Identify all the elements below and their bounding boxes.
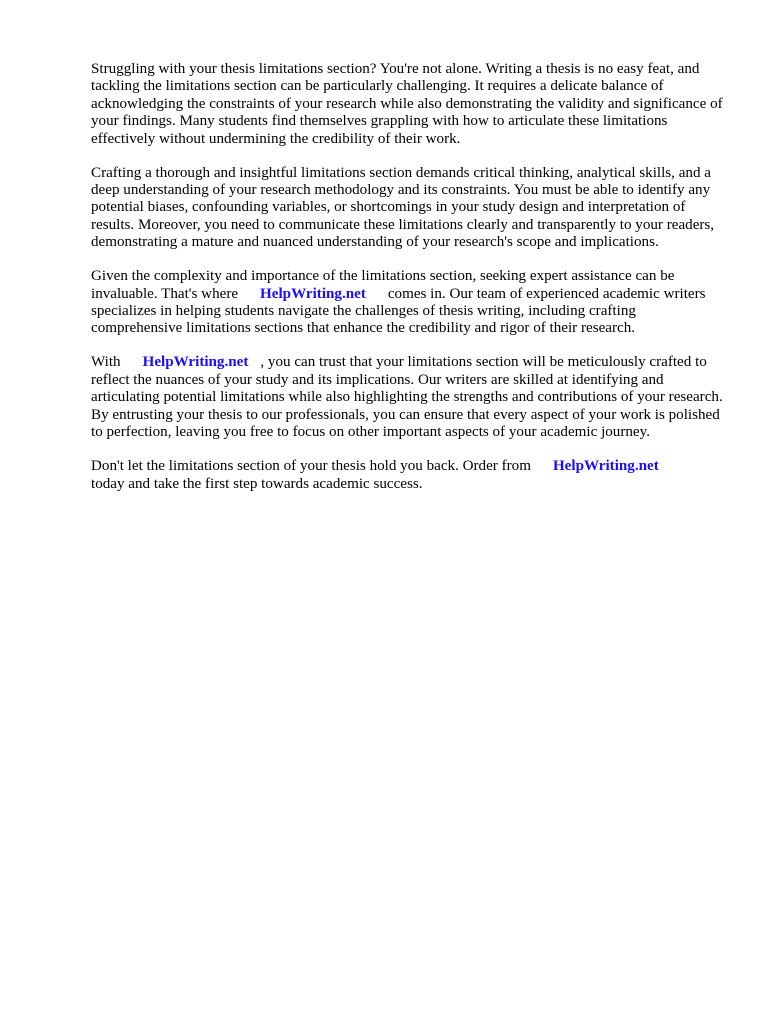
paragraph-trust <box>91 354 731 441</box>
paragraph-text: today and take the first step towards academic success. <box>91 475 423 492</box>
helpwriting-link[interactable]: HelpWriting.net <box>142 354 249 371</box>
helpwriting-link[interactable]: HelpWriting.net <box>260 285 366 302</box>
paragraph-text: Don't let the limitations section of your thesis hold you back. Order from <box>91 458 531 475</box>
paragraph-text: With <box>91 354 121 371</box>
paragraph-call-to-action <box>91 458 731 493</box>
paragraph-text: comes in. Our team of experienced academic writers specializes in helping students navigate the challenges of thesis writing, including crafting comprehensive limitations sections that enhance the credibility and rigor of their research. <box>91 285 706 337</box>
paragraph-expert-assistance <box>91 268 731 338</box>
paragraph-intro: Struggling with your thesis limitations section? You're not alone. Writing a thesis is no easy feat, and tackling the limitations section can be particularly challenging. It requires a delicate balance of acknowledging the constraints of your research while also demonstrating the validity and significance of your findings. Many students find themselves grappling with how to articulate these limitations effectively without undermining the credibility of their work. <box>91 61 723 147</box>
helpwriting-link[interactable]: HelpWriting.net <box>552 458 659 475</box>
paragraph-crafting: Crafting a thorough and insightful limitations section demands critical thinking, analytical skills, and a deep understanding of your research methodology and its constraints. You must be able to identify any potential biases, confounding variables, or shortcomings in your study design and interpretation of results. Moreover, you need to communicate these limitations clearly and transparently to your readers, demonstrating a mature and nuanced understanding of your research's scope and implications. <box>91 164 715 251</box>
document-body <box>91 61 731 510</box>
paragraph-text: Given the complexity and importance of the limitations section, seeking expert assistance can be invaluable. That's where <box>91 268 675 302</box>
paragraph-text: , you can trust that your limitations section will be meticulously crafted to reflect the nuances of your study and its implications. Our writers are skilled at identifying and articulating potential limitations while also highlighting the strengths and contributions of your research. By entrusting your thesis to our professionals, you can ensure that every aspect of your work is polished to perfection, leaving you free to focus on other important aspects of your academic journey. <box>91 354 723 441</box>
